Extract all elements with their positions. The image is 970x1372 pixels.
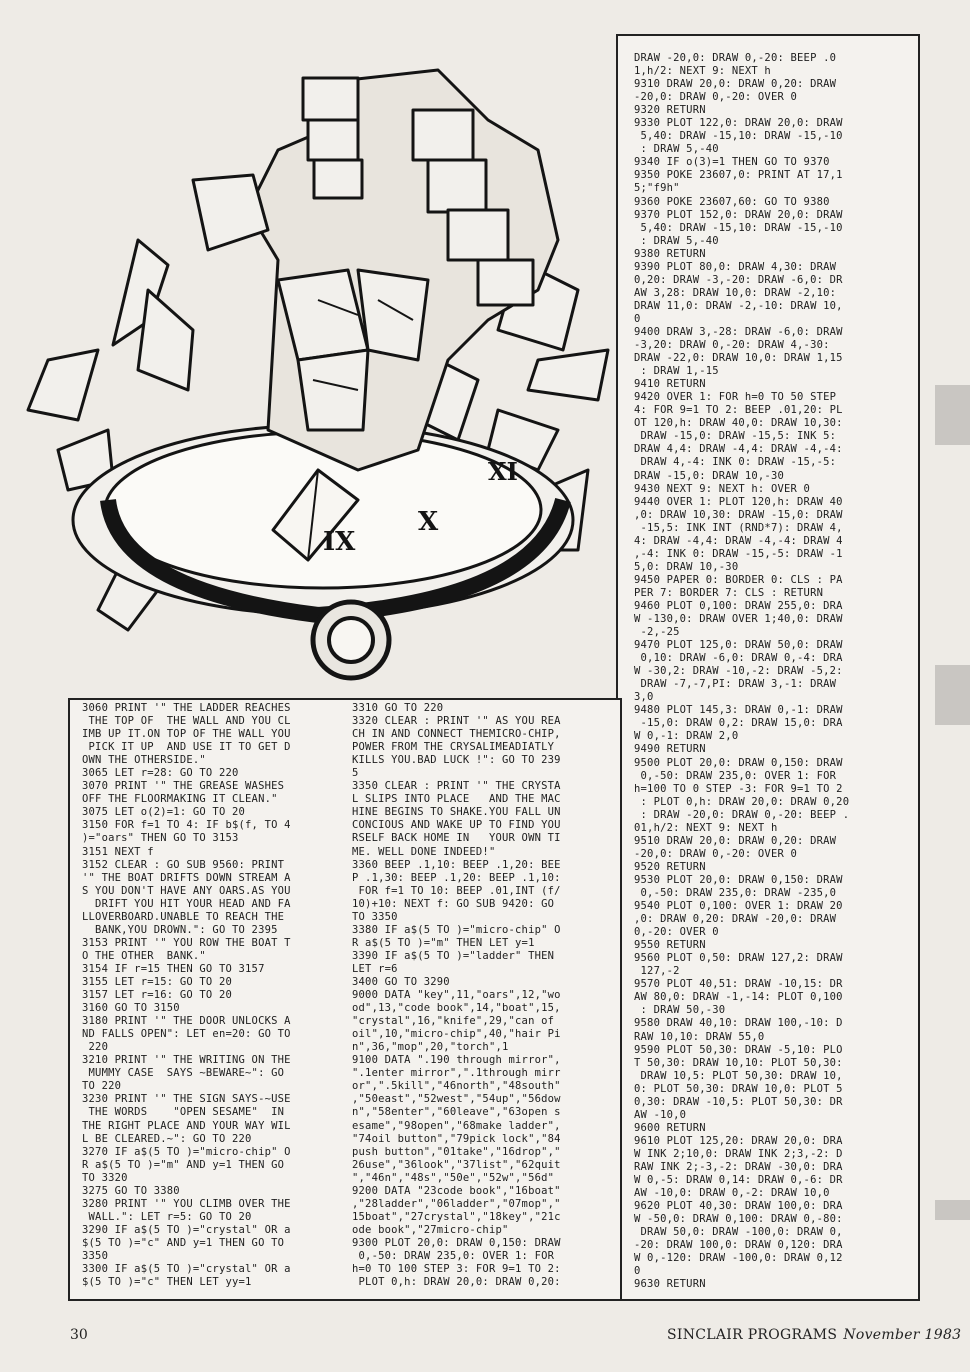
code-line: push button","01take","16drop"," <box>352 1145 561 1158</box>
code-line: 3290 IF a$(5 TO )="crystal" OR a <box>82 1223 291 1236</box>
code-line: 9000 DATA "key",11,"oars",12,"wo <box>352 989 561 1002</box>
code-line: BANK,YOU DROWN.": GO TO 2395 <box>82 923 278 936</box>
numeral-ix: IX <box>323 527 356 557</box>
code-line: 3390 IF a$(5 TO )="ladder" THEN <box>352 949 555 962</box>
code-line: MUMMY CASE SAYS ~BEWARE~": GO <box>82 1067 285 1080</box>
code-line: -20,0: DRAW 0,-20: OVER 0 <box>634 847 798 860</box>
code-line: 9550 RETURN <box>634 939 706 952</box>
code-line: $(5 TO )="c" THEN LET yy=1 <box>82 1276 252 1289</box>
code-line: 3075 LET o(2)=1: GO TO 20 <box>82 806 246 819</box>
code-line: 3152 CLEAR : GO SUB 9560: PRINT <box>82 858 285 871</box>
code-line: DRAW -20,0: DRAW 0,-20: BEEP .0 <box>634 52 837 64</box>
code-line: 3300 IF a$(5 TO )="crystal" OR a <box>82 1263 291 1276</box>
code-line: 9630 RETURN <box>634 1278 706 1291</box>
code-line: HINE BEGINS TO SHAKE.YOU FALL UN <box>352 806 561 819</box>
code-line: 0,-50: DRAW 235,0: OVER 1: FOR <box>634 769 837 782</box>
code-line: LLOVERBOARD.UNABLE TO REACH THE <box>82 910 285 923</box>
code-line: 0,-50: DRAW 235,0: DRAW -235,0 <box>634 887 837 899</box>
code-line: 3154 IF r=15 THEN GO TO 3157 <box>82 962 265 975</box>
code-line: DRIFT YOU HIT YOUR HEAD AND FA <box>82 897 291 910</box>
code-line: 4: FOR 9=1 TO 2: BEEP .01,20: PL <box>634 404 843 417</box>
code-line: TO 220 <box>82 1080 122 1093</box>
code-line: R a$(5 TO )="m" AND y=1 THEN GO <box>82 1158 285 1171</box>
code-line: W -50,0: DRAW 0,100: DRAW 0,-80: <box>634 1213 843 1226</box>
code-line: )="oars" THEN GO TO 3153 <box>82 832 239 845</box>
page-number: 30 <box>70 1327 88 1343</box>
code-line: 10)+10: NEXT f: GO SUB 9420: GO <box>352 897 555 910</box>
code-line: : PLOT 0,h: DRAW 20,0: DRAW 0,20 <box>634 795 850 808</box>
code-line: esame","98open","68make ladder", <box>352 1119 561 1132</box>
code-listing-bottom-left <box>82 702 291 1289</box>
margin-mark <box>935 1200 970 1220</box>
code-line: 3150 FOR f=1 TO 4: IF b$(f, TO 4 <box>82 819 291 832</box>
code-line: 9570 PLOT 40,51: DRAW -10,15: DR <box>634 978 843 991</box>
code-line: 9610 PLOT 125,20: DRAW 20,0: DRA <box>634 1134 843 1147</box>
code-line: PLOT 0,h: DRAW 20,0: DRAW 0,20: <box>352 1276 561 1289</box>
numeral-xi: XI <box>488 457 518 486</box>
code-line: 0,10: DRAW -6,0: DRAW 0,-4: DRA <box>634 652 843 665</box>
code-line: TO 3350 <box>352 910 398 923</box>
code-line: POWER FROM THE CRYSALIMEADIATLY <box>352 741 555 754</box>
code-line: 3230 PRINT '" THE SIGN SAYS-~USE <box>82 1093 291 1106</box>
code-line: or",".5kill","46north","48south" <box>352 1080 561 1093</box>
code-line: 0,-20: OVER 0 <box>634 926 719 939</box>
code-line: 3400 GO TO 3290 <box>352 975 450 988</box>
code-line: DRAW -7,-7,PI: DRAW 3,-1: DRAW <box>634 678 837 691</box>
code-line: P .1,30: BEEP .1,20: BEEP .1,10: <box>352 871 561 884</box>
code-line: 9560 PLOT 0,50: DRAW 127,2: DRAW <box>634 952 843 965</box>
code-line: 3280 PRINT '" YOU CLIMB OVER THE <box>82 1197 291 1210</box>
code-line: 127,-2 <box>634 965 680 978</box>
code-line: W 0,-120: DRAW -100,0: DRAW 0,12 <box>634 1252 843 1265</box>
code-line: 9430 NEXT 9: NEXT h: OVER 0 <box>634 482 811 495</box>
code-line: 9540 PLOT 0,100: OVER 1: DRAW 20 <box>634 900 843 913</box>
code-line: R a$(5 TO )="m" THEN LET y=1 <box>352 936 535 949</box>
code-line: 5,0: DRAW 10,-30 <box>634 560 739 573</box>
code-line: AW 80,0: DRAW -1,-14: PLOT 0,100 <box>634 991 843 1004</box>
code-line: 9310 DRAW 20,0: DRAW 0,20: DRAW <box>634 78 837 91</box>
code-line: 9460 PLOT 0,100: DRAW 255,0: DRA <box>634 599 843 612</box>
code-line: 9440 OVER 1: PLOT 120,h: DRAW 40 <box>634 495 843 508</box>
code-line: $(5 TO )="c" AND y=1 THEN GO TO <box>82 1236 285 1249</box>
code-line: 3153 PRINT '" YOU ROW THE BOAT T <box>82 936 291 949</box>
code-line: ,0: DRAW 0,20: DRAW -20,0: DRAW <box>634 913 837 926</box>
code-line: 3310 GO TO 220 <box>352 702 444 714</box>
code-line: 9590 PLOT 50,30: DRAW -5,10: PLO <box>634 1043 843 1056</box>
code-line: 15boat","27crystal","18key","21c <box>352 1210 561 1223</box>
code-line: DRAW -15,0: DRAW -15,5: INK 5: <box>634 430 837 443</box>
code-line: 9490 RETURN <box>634 743 706 756</box>
code-line: -2,-25 <box>634 626 680 639</box>
code-line: 9360 POKE 23607,60: GO TO 9380 <box>634 195 830 208</box>
code-line: h=100 TO 0 STEP -3: FOR 9=1 TO 2 <box>634 782 843 795</box>
code-line: -20,0: DRAW 0,-20: OVER 0 <box>634 91 798 104</box>
code-line: AW -10,0 <box>634 1108 687 1121</box>
code-line: 0: PLOT 50,30: DRAW 10,0: PLOT 5 <box>634 1082 843 1095</box>
code-line: ".1enter mirror",".1through mirr <box>352 1067 561 1080</box>
code-line: 9580 DRAW 40,10: DRAW 100,-10: D <box>634 1017 843 1030</box>
code-line: 3320 CLEAR : PRINT '" AS YOU REA <box>352 715 561 728</box>
code-line: TO 3320 <box>82 1171 128 1184</box>
code-line: PICK IT UP AND USE IT TO GET D <box>82 741 291 754</box>
code-line: -20: DRAW 100,0: DRAW 0,120: DRA <box>634 1239 843 1252</box>
code-line: O THE OTHER BANK." <box>82 949 206 962</box>
code-line: 3380 IF a$(5 TO )="micro-chip" O <box>352 923 561 936</box>
code-line: KILLS YOU.BAD LUCK !": GO TO 239 <box>352 754 561 767</box>
code-line: 4: DRAW -4,4: DRAW -4,-4: DRAW 4 <box>634 534 843 547</box>
code-line: L SLIPS INTO PLACE AND THE MAC <box>352 793 561 806</box>
code-line: 3155 LET r=15: GO TO 20 <box>82 975 232 988</box>
code-line: 5,40: DRAW -15,10: DRAW -15,-10 <box>634 221 843 234</box>
code-line: 3157 LET r=16: GO TO 20 <box>82 989 232 1002</box>
code-line: ","46n","48s","50e","52w","56d" <box>352 1171 555 1184</box>
code-line: 3210 PRINT '" THE WRITING ON THE <box>82 1054 291 1067</box>
code-line: 1,h/2: NEXT 9: NEXT h <box>634 65 771 78</box>
code-line: RAW INK 2;-3,-2: DRAW -30,0: DRA <box>634 1160 843 1173</box>
code-line: T 50,30: DRAW 10,10: PLOT 50,30: <box>634 1056 843 1069</box>
code-line: 9100 DATA ".190 through mirror", <box>352 1054 561 1067</box>
code-line: DRAW 50,0: DRAW -100,0: DRAW 0, <box>634 1226 843 1239</box>
code-line: 3270 IF a$(5 TO )="micro-chip" O <box>82 1145 291 1158</box>
code-line: ME. WELL DONE INDEED!" <box>352 845 496 858</box>
code-line: 3275 GO TO 3380 <box>82 1184 180 1197</box>
code-line: 220 <box>82 1041 109 1054</box>
code-line: 0 <box>634 1265 641 1278</box>
code-line: 5,40: DRAW -15,10: DRAW -15,-10 <box>634 130 843 143</box>
code-line: ,"28ladder","06ladder","07mop"," <box>352 1197 561 1210</box>
code-listing-right <box>634 52 849 1291</box>
code-line: W 0,-1: DRAW 2,0 <box>634 730 739 743</box>
code-line: : DRAW -20,0: DRAW 0,-20: BEEP . <box>634 808 850 821</box>
code-line: 3151 NEXT f <box>82 845 154 858</box>
code-line: : DRAW 5,-40 <box>634 234 719 247</box>
code-line: 0,20: DRAW -3,-20: DRAW -6,0: DR <box>634 273 843 286</box>
code-line: CONCIOUS AND WAKE UP TO FIND YOU <box>352 819 561 832</box>
code-line: S YOU DON'T HAVE ANY OARS.AS YOU <box>82 884 291 897</box>
code-line: 9530 PLOT 20,0: DRAW 0,150: DRAW <box>634 873 843 886</box>
code-line: 3160 GO TO 3150 <box>82 1002 180 1015</box>
code-line: -15,0: DRAW 0,2: DRAW 15,0: DRA <box>634 717 843 730</box>
code-line: 3,0 <box>634 691 654 704</box>
code-line: DRAW 4,-4: INK 0: DRAW -15,-5: <box>634 456 837 469</box>
code-line: W 0,-5: DRAW 0,14: DRAW 0,-6: DR <box>634 1174 843 1187</box>
code-line: LET r=6 <box>352 962 398 975</box>
code-line: 0,-50: DRAW 235,0: OVER 1: FOR <box>352 1249 555 1262</box>
code-line: ,0: DRAW 10,30: DRAW -15,0: DRAW <box>634 508 843 521</box>
code-line: 3350 <box>82 1249 109 1262</box>
code-line: 3060 PRINT '" THE LADDER REACHES <box>82 702 291 714</box>
code-line: THE RIGHT PLACE AND YOUR WAY WIL <box>82 1119 291 1132</box>
margin-mark <box>935 665 970 725</box>
code-line: 9200 DATA "23code book","16boat" <box>352 1184 561 1197</box>
footer-publication <box>667 1327 961 1343</box>
code-line: n","58enter","60leave","63open s <box>352 1106 561 1119</box>
code-line: ode book","27micro-chip" <box>352 1223 509 1236</box>
numeral-x: X <box>418 507 439 537</box>
code-line: n",36,"mop",20,"torch",1 <box>352 1041 509 1054</box>
code-line: IMB UP IT.ON TOP OF THE WALL YOU <box>82 728 291 741</box>
code-line: CH IN AND CONNECT THEMICRO-CHIP, <box>352 728 561 741</box>
code-line: 9350 POKE 23607,0: PRINT AT 17,1 <box>634 169 843 182</box>
code-line: : DRAW 5,-40 <box>634 143 719 156</box>
code-line: OT 120,h: DRAW 40,0: DRAW 10,30: <box>634 417 843 430</box>
code-line: ND FALLS OPEN": LET en=20: GO TO <box>82 1028 291 1041</box>
code-line: 9390 PLOT 80,0: DRAW 4,30: DRAW <box>634 260 837 273</box>
code-line: 0 <box>634 312 641 325</box>
code-line: W INK 2;10,0: DRAW INK 2;3,-2: D <box>634 1147 843 1160</box>
code-line: OWN THE OTHERSIDE." <box>82 754 206 767</box>
code-line: od",13,"code book",14,"boat",15, <box>352 1002 561 1015</box>
publication-name: SINCLAIR PROGRAMS <box>667 1327 838 1343</box>
code-line: ,"50east","52west","54up","56dow <box>352 1093 561 1106</box>
code-line: 9380 RETURN <box>634 247 706 260</box>
code-line: 3180 PRINT '" THE DOOR UNLOCKS A <box>82 1015 291 1028</box>
code-line: THE TOP OF THE WALL AND YOU CL <box>82 715 291 728</box>
code-line: 9470 PLOT 125,0: DRAW 50,0: DRAW <box>634 639 843 652</box>
code-line: OFF THE FLOORMAKING IT CLEAN." <box>82 793 278 806</box>
stone-fist <box>193 70 558 470</box>
code-line: : DRAW 50,-30 <box>634 1004 726 1017</box>
code-line: 9410 RETURN <box>634 378 706 391</box>
code-line: 9330 PLOT 122,0: DRAW 20,0: DRAW <box>634 117 843 130</box>
code-line: PER 7: BORDER 7: CLS : RETURN <box>634 586 824 599</box>
code-line: 9450 PAPER 0: BORDER 0: CLS : PA <box>634 573 843 586</box>
code-line: 9300 PLOT 20,0: DRAW 0,150: DRAW <box>352 1236 561 1249</box>
code-line: DRAW 4,4: DRAW -4,4: DRAW -4,-4: <box>634 443 843 456</box>
code-line: 3065 LET r=28: GO TO 220 <box>82 767 239 780</box>
code-line: 3350 CLEAR : PRINT '" THE CRYSTA <box>352 780 561 793</box>
code-line: '" THE BOAT DRIFTS DOWN STREAM A <box>82 871 291 884</box>
code-line: 9480 PLOT 145,3: DRAW 0,-1: DRAW <box>634 704 843 717</box>
code-line: W -30,2: DRAW -10,-2: DRAW -5,2: <box>634 665 843 678</box>
code-line: 9510 DRAW 20,0: DRAW 0,20: DRAW <box>634 834 837 847</box>
code-line: AW 3,28: DRAW 10,0: DRAW -2,10: <box>634 286 837 299</box>
code-line: -15,5: INK INT (RND*7): DRAW 4, <box>634 521 843 534</box>
code-line: DRAW -15,0: DRAW 10,-30 <box>634 469 784 482</box>
code-line: 9500 PLOT 20,0: DRAW 0,150: DRAW <box>634 756 843 769</box>
code-line: 3070 PRINT '" THE GREASE WASHES <box>82 780 285 793</box>
code-line: ,-4: INK 0: DRAW -15,-5: DRAW -1 <box>634 547 843 560</box>
code-line: "74oil button","79pick lock","84 <box>352 1132 561 1145</box>
code-line: RAW 10,10: DRAW 55,0 <box>634 1030 765 1043</box>
code-line: oil",10,"micro-chip",40,"hair Pi <box>352 1028 561 1041</box>
code-listing-bottom-right <box>352 702 561 1289</box>
code-line: 9400 DRAW 3,-28: DRAW -6,0: DRAW <box>634 325 843 338</box>
code-line: 0,30: DRAW -10,5: PLOT 50,30: DR <box>634 1095 843 1108</box>
code-line: -3,20: DRAW 0,-20: DRAW 4,-30: <box>634 339 830 352</box>
code-line: 9320 RETURN <box>634 104 706 117</box>
code-line: THE WORDS "OPEN SESAME" IN <box>82 1106 285 1119</box>
code-line: "crystal",16,"knife",29,"can of <box>352 1015 555 1028</box>
code-line: 5 <box>352 767 359 780</box>
code-line: 9520 RETURN <box>634 860 706 873</box>
code-line: AW -10,0: DRAW 0,-2: DRAW 10,0 <box>634 1187 830 1200</box>
code-line: 9370 PLOT 152,0: DRAW 20,0: DRAW <box>634 208 843 221</box>
code-line: W -130,0: DRAW OVER 1;40,0: DRAW <box>634 613 843 626</box>
code-line: 9340 IF o(3)=1 THEN GO TO 9370 <box>634 156 830 169</box>
code-line: 01,h/2: NEXT 9: NEXT h <box>634 821 778 834</box>
code-line: DRAW -22,0: DRAW 10,0: DRAW 1,15 <box>634 352 843 365</box>
code-line: : DRAW 1,-15 <box>634 365 719 378</box>
code-line: DRAW 10,5: PLOT 50,30: DRAW 10, <box>634 1069 843 1082</box>
code-line: FOR f=1 TO 10: BEEP .01,INT (f/ <box>352 884 561 897</box>
illustration-fist-and-watch <box>18 30 618 695</box>
code-line: RSELF BACK HOME IN YOUR OWN TI <box>352 832 561 845</box>
code-line: 5;"f9h" <box>634 182 680 195</box>
code-line: 9600 RETURN <box>634 1121 706 1134</box>
issue-date: November 1983 <box>843 1327 962 1343</box>
margin-mark <box>935 385 970 445</box>
code-line: WALL.": LET r=5: GO TO 20 <box>82 1210 252 1223</box>
code-line: 9420 OVER 1: FOR h=0 TO 50 STEP <box>634 391 837 404</box>
code-line: 9620 PLOT 40,30: DRAW 100,0: DRA <box>634 1200 843 1213</box>
code-line: h=0 TO 100 STEP 3: FOR 9=1 TO 2: <box>352 1263 561 1276</box>
code-line: 26use","36look","37list","62quit <box>352 1158 561 1171</box>
code-line: L BE CLEARED.~": GO TO 220 <box>82 1132 252 1145</box>
code-line: DRAW 11,0: DRAW -2,-10: DRAW 10, <box>634 299 843 312</box>
code-line: 3360 BEEP .1,10: BEEP .1,20: BEE <box>352 858 561 871</box>
